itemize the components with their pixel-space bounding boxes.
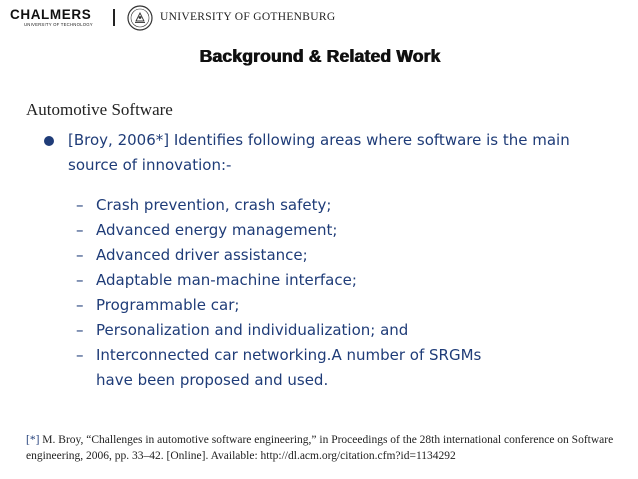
- sub-item-label: Programmable car;: [96, 296, 240, 314]
- dash-icon: –: [76, 221, 84, 239]
- chalmers-name: CHALMERS: [10, 7, 92, 22]
- sub-item: [76, 218, 337, 243]
- sub-item: [76, 293, 239, 318]
- sub-item: [76, 343, 481, 368]
- sub-item-label: Advanced driver assistance;: [96, 246, 308, 264]
- dash-icon: –: [76, 196, 84, 214]
- gothenburg-name: UNIVERSITY OF GOTHENBURG: [160, 11, 336, 23]
- logo-divider: [113, 9, 115, 26]
- footnote-text: M. Broy, “Challenges in automotive software engineering,” in Proceedings of the 28th international conference on Software engineering, 2006, pp. 33–42. [Online]. Available: http://dl.acm.org/citation.cfm?id=1134292: [26, 434, 614, 462]
- section-heading: Automotive Software: [26, 100, 173, 119]
- bullet-dot-icon: [44, 136, 54, 146]
- sub-item-label: Interconnected car networking.A number of SRGMs: [96, 346, 482, 364]
- dash-icon: –: [76, 346, 84, 364]
- sub-item-label: Crash prevention, crash safety;: [96, 196, 332, 214]
- sub-item: [76, 318, 408, 343]
- sub-item: [76, 193, 331, 218]
- bullet-text: [Broy, 2006*] Identifies following areas where software is the main source of innovation:-: [68, 131, 570, 174]
- sub-item: [76, 243, 308, 268]
- sub-item-continuation: have been proposed and used.: [96, 371, 329, 389]
- dash-icon: –: [76, 296, 84, 314]
- dash-icon: –: [76, 271, 84, 289]
- slide-title: Background & Related Work: [199, 46, 441, 66]
- dash-icon: –: [76, 321, 84, 339]
- sub-item-label: Adaptable man-machine interface;: [96, 271, 357, 289]
- footnote-marker: [*]: [26, 434, 40, 446]
- sub-item-label: Advanced energy management;: [96, 221, 338, 239]
- gothenburg-seal-icon: [127, 5, 153, 31]
- sub-item: [76, 268, 357, 293]
- footnote: [26, 432, 636, 464]
- chalmers-logo: [10, 8, 105, 28]
- slide-header: [0, 0, 638, 38]
- sub-item-label: Personalization and individualization; and: [96, 321, 409, 339]
- dash-icon: –: [76, 246, 84, 264]
- chalmers-subtitle: UNIVERSITY OF TECHNOLOGY: [24, 22, 93, 27]
